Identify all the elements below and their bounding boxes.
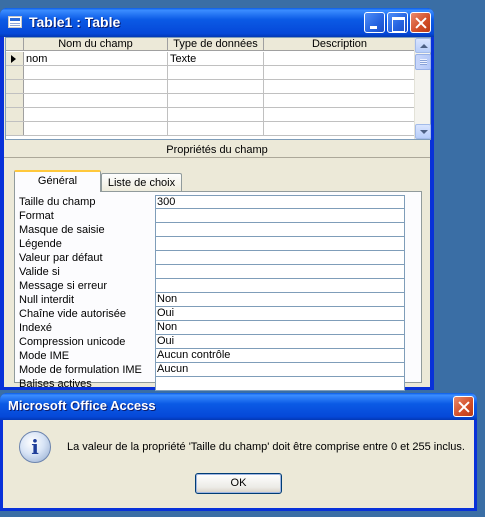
property-value-field[interactable]: [155, 265, 405, 279]
row-selector-header: [6, 38, 24, 51]
property-row: [19, 209, 417, 223]
property-label: Taille du champ: [19, 196, 96, 208]
data-type-cell[interactable]: [168, 80, 264, 94]
field-name-cell[interactable]: [24, 94, 168, 108]
property-row: [19, 363, 417, 377]
property-value-field[interactable]: Oui: [155, 335, 405, 349]
tab-lookup[interactable]: Liste de choix: [101, 173, 182, 193]
property-label: Message si erreur: [19, 280, 108, 292]
tab-general[interactable]: Général: [14, 170, 101, 192]
property-row: [19, 279, 417, 293]
dialog-close-icon[interactable]: [453, 396, 474, 417]
window-client: [4, 37, 430, 390]
property-value-field[interactable]: Aucun: [155, 363, 405, 377]
maximize-icon[interactable]: [387, 12, 408, 33]
table-row: [6, 108, 416, 122]
property-value-field[interactable]: [155, 377, 405, 391]
property-label: Indexé: [19, 322, 53, 334]
column-header-type[interactable]: Type de données: [168, 38, 264, 51]
property-value-field[interactable]: Oui: [155, 307, 405, 321]
dialog-body: [3, 420, 474, 508]
property-value-field[interactable]: [155, 251, 405, 265]
data-type-cell[interactable]: [168, 122, 264, 136]
property-row: [19, 349, 417, 363]
table-row: [6, 80, 416, 94]
property-row: [19, 307, 417, 321]
property-label: Format: [19, 210, 54, 222]
table-row: [6, 122, 416, 136]
property-value-field[interactable]: [155, 209, 405, 223]
description-cell[interactable]: [264, 52, 416, 66]
property-label: Valide si: [19, 266, 60, 278]
message-dialog: [0, 393, 477, 511]
description-cell[interactable]: [264, 122, 416, 136]
property-value-field[interactable]: [155, 279, 405, 293]
property-value-field[interactable]: Non: [155, 321, 405, 335]
property-row: [19, 223, 417, 237]
property-label: Légende: [19, 238, 62, 250]
field-name-cell[interactable]: [24, 122, 168, 136]
property-label: Masque de saisie: [19, 224, 105, 236]
property-label: Null interdit: [19, 294, 75, 306]
table-row: [6, 66, 416, 80]
table-row: [6, 94, 416, 108]
description-cell[interactable]: [264, 66, 416, 80]
description-cell[interactable]: [264, 108, 416, 122]
table-design-window: [0, 8, 434, 390]
data-type-cell[interactable]: [168, 66, 264, 80]
property-label: Mode IME: [19, 350, 70, 362]
property-value-field[interactable]: [155, 223, 405, 237]
dialog-title-bar[interactable]: [0, 393, 477, 420]
property-value-field[interactable]: [155, 237, 405, 251]
grid-scrollbar[interactable]: [414, 38, 430, 139]
property-row: [19, 377, 417, 391]
property-value-field[interactable]: Non: [155, 293, 405, 307]
property-value-field[interactable]: 300: [155, 195, 405, 209]
property-label: Mode de formulation IME: [19, 364, 142, 376]
dialog-title: Microsoft Office Access: [8, 398, 156, 413]
field-name-cell[interactable]: [24, 108, 168, 122]
column-header-name[interactable]: Nom du champ: [24, 38, 168, 51]
property-row: [19, 335, 417, 349]
field-name-cell[interactable]: [24, 66, 168, 80]
dialog-message: La valeur de la propriété 'Taille du champ' doit être comprise entre 0 et 255 inclus.: [67, 441, 465, 453]
column-header-description[interactable]: Description: [264, 38, 416, 51]
ok-button[interactable]: OK: [195, 473, 282, 494]
close-icon[interactable]: [410, 12, 431, 33]
properties-section-title: Propriétés du champ: [4, 142, 430, 158]
description-cell[interactable]: [264, 94, 416, 108]
minimize-icon[interactable]: [364, 12, 385, 33]
data-type-cell[interactable]: Texte: [168, 52, 264, 66]
table-row: [6, 52, 416, 66]
data-type-cell[interactable]: [168, 94, 264, 108]
properties-panel: [14, 191, 422, 390]
property-label: Valeur par défaut: [19, 252, 103, 264]
property-row: [19, 237, 417, 251]
data-type-cell[interactable]: [168, 108, 264, 122]
field-grid: [5, 37, 431, 140]
scroll-up-icon[interactable]: [415, 38, 431, 53]
property-row: [19, 265, 417, 279]
property-row: [19, 293, 417, 307]
table-icon: [8, 16, 22, 28]
field-name-cell[interactable]: [24, 80, 168, 94]
scroll-thumb[interactable]: [415, 54, 431, 70]
property-row: [19, 195, 417, 209]
property-label: Chaîne vide autorisée: [19, 308, 127, 320]
field-name-cell[interactable]: nom: [24, 52, 168, 66]
property-label: Balises actives: [19, 378, 92, 390]
property-row: [19, 251, 417, 265]
property-label: Compression unicode: [19, 336, 126, 348]
property-row: [19, 321, 417, 335]
title-bar[interactable]: [0, 8, 434, 37]
info-icon: [19, 431, 51, 463]
scroll-down-icon[interactable]: [415, 124, 431, 139]
property-value-field[interactable]: Aucun contrôle: [155, 349, 405, 363]
window-title: Table1 : Table: [29, 14, 121, 30]
description-cell[interactable]: [264, 80, 416, 94]
